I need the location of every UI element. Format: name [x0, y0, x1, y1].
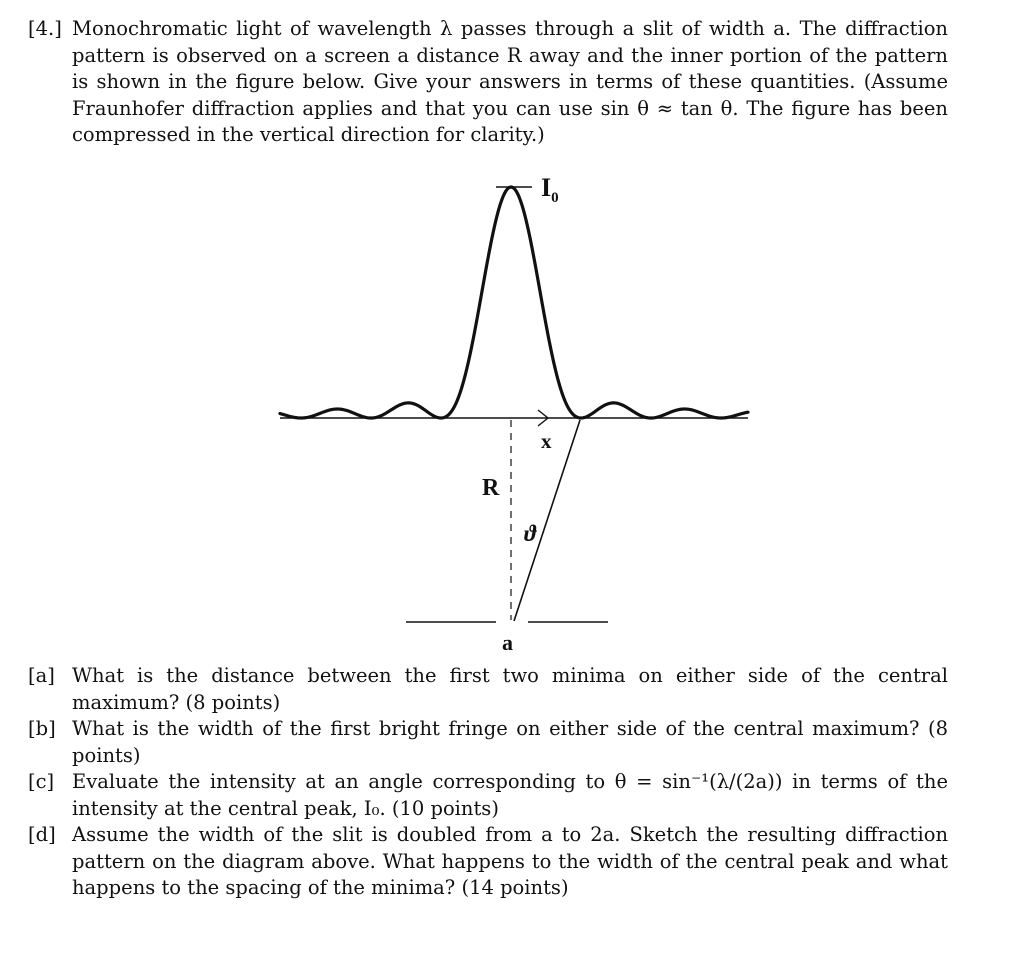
part-b: [28, 716, 948, 769]
theta-label: ϑ: [524, 521, 537, 546]
part-text: What is the distance between the first two minima on either side of the central maximum? (8 points): [72, 664, 948, 714]
diffraction-figure: [270, 168, 760, 658]
part-label: [d]: [28, 823, 56, 846]
part-label: [c]: [28, 770, 55, 793]
intensity-curve: [280, 187, 748, 418]
part-d: [28, 822, 948, 902]
x-label: x: [541, 429, 552, 453]
part-text: Assume the width of the slit is doubled from a to 2a. Sketch the resulting diffraction pattern on the diagram above. What happens to the width of the central peak and what happens to the spacing of the minima? (14 points): [72, 823, 948, 899]
part-label: [a]: [28, 664, 55, 687]
part-a: [28, 663, 948, 716]
part-text: Evaluate the intensity at an angle corresponding to θ = sin⁻¹(λ/(2a)) in terms of the intensity at the central peak, I₀. (10 points): [72, 770, 948, 820]
problem-stem: [28, 16, 948, 149]
part-c: [28, 769, 948, 822]
slit-width-label: a: [502, 630, 513, 655]
peak-intensity-label: $I_0$: [541, 173, 559, 206]
problem-4: [28, 16, 948, 149]
question-parts: [28, 663, 948, 902]
part-label: [b]: [28, 717, 56, 740]
diffraction-diagram: [270, 168, 760, 658]
problem-statement: Monochromatic light of wavelength λ passes through a slit of width a. The diffraction pattern is observed on a screen a distance R away and the inner portion of the pattern is shown in the figure below. Give your answers in terms of these quantities. (Assume Fraunhofer diffraction applies and that you can use sin θ ≈ tan θ. The figure has been compressed in the vertical direction for clarity.): [72, 17, 948, 146]
problem-number: [4.]: [28, 17, 62, 40]
r-label: R: [482, 475, 500, 501]
part-text: What is the width of the first bright fringe on either side of the central maximum? (8 points): [72, 717, 948, 767]
